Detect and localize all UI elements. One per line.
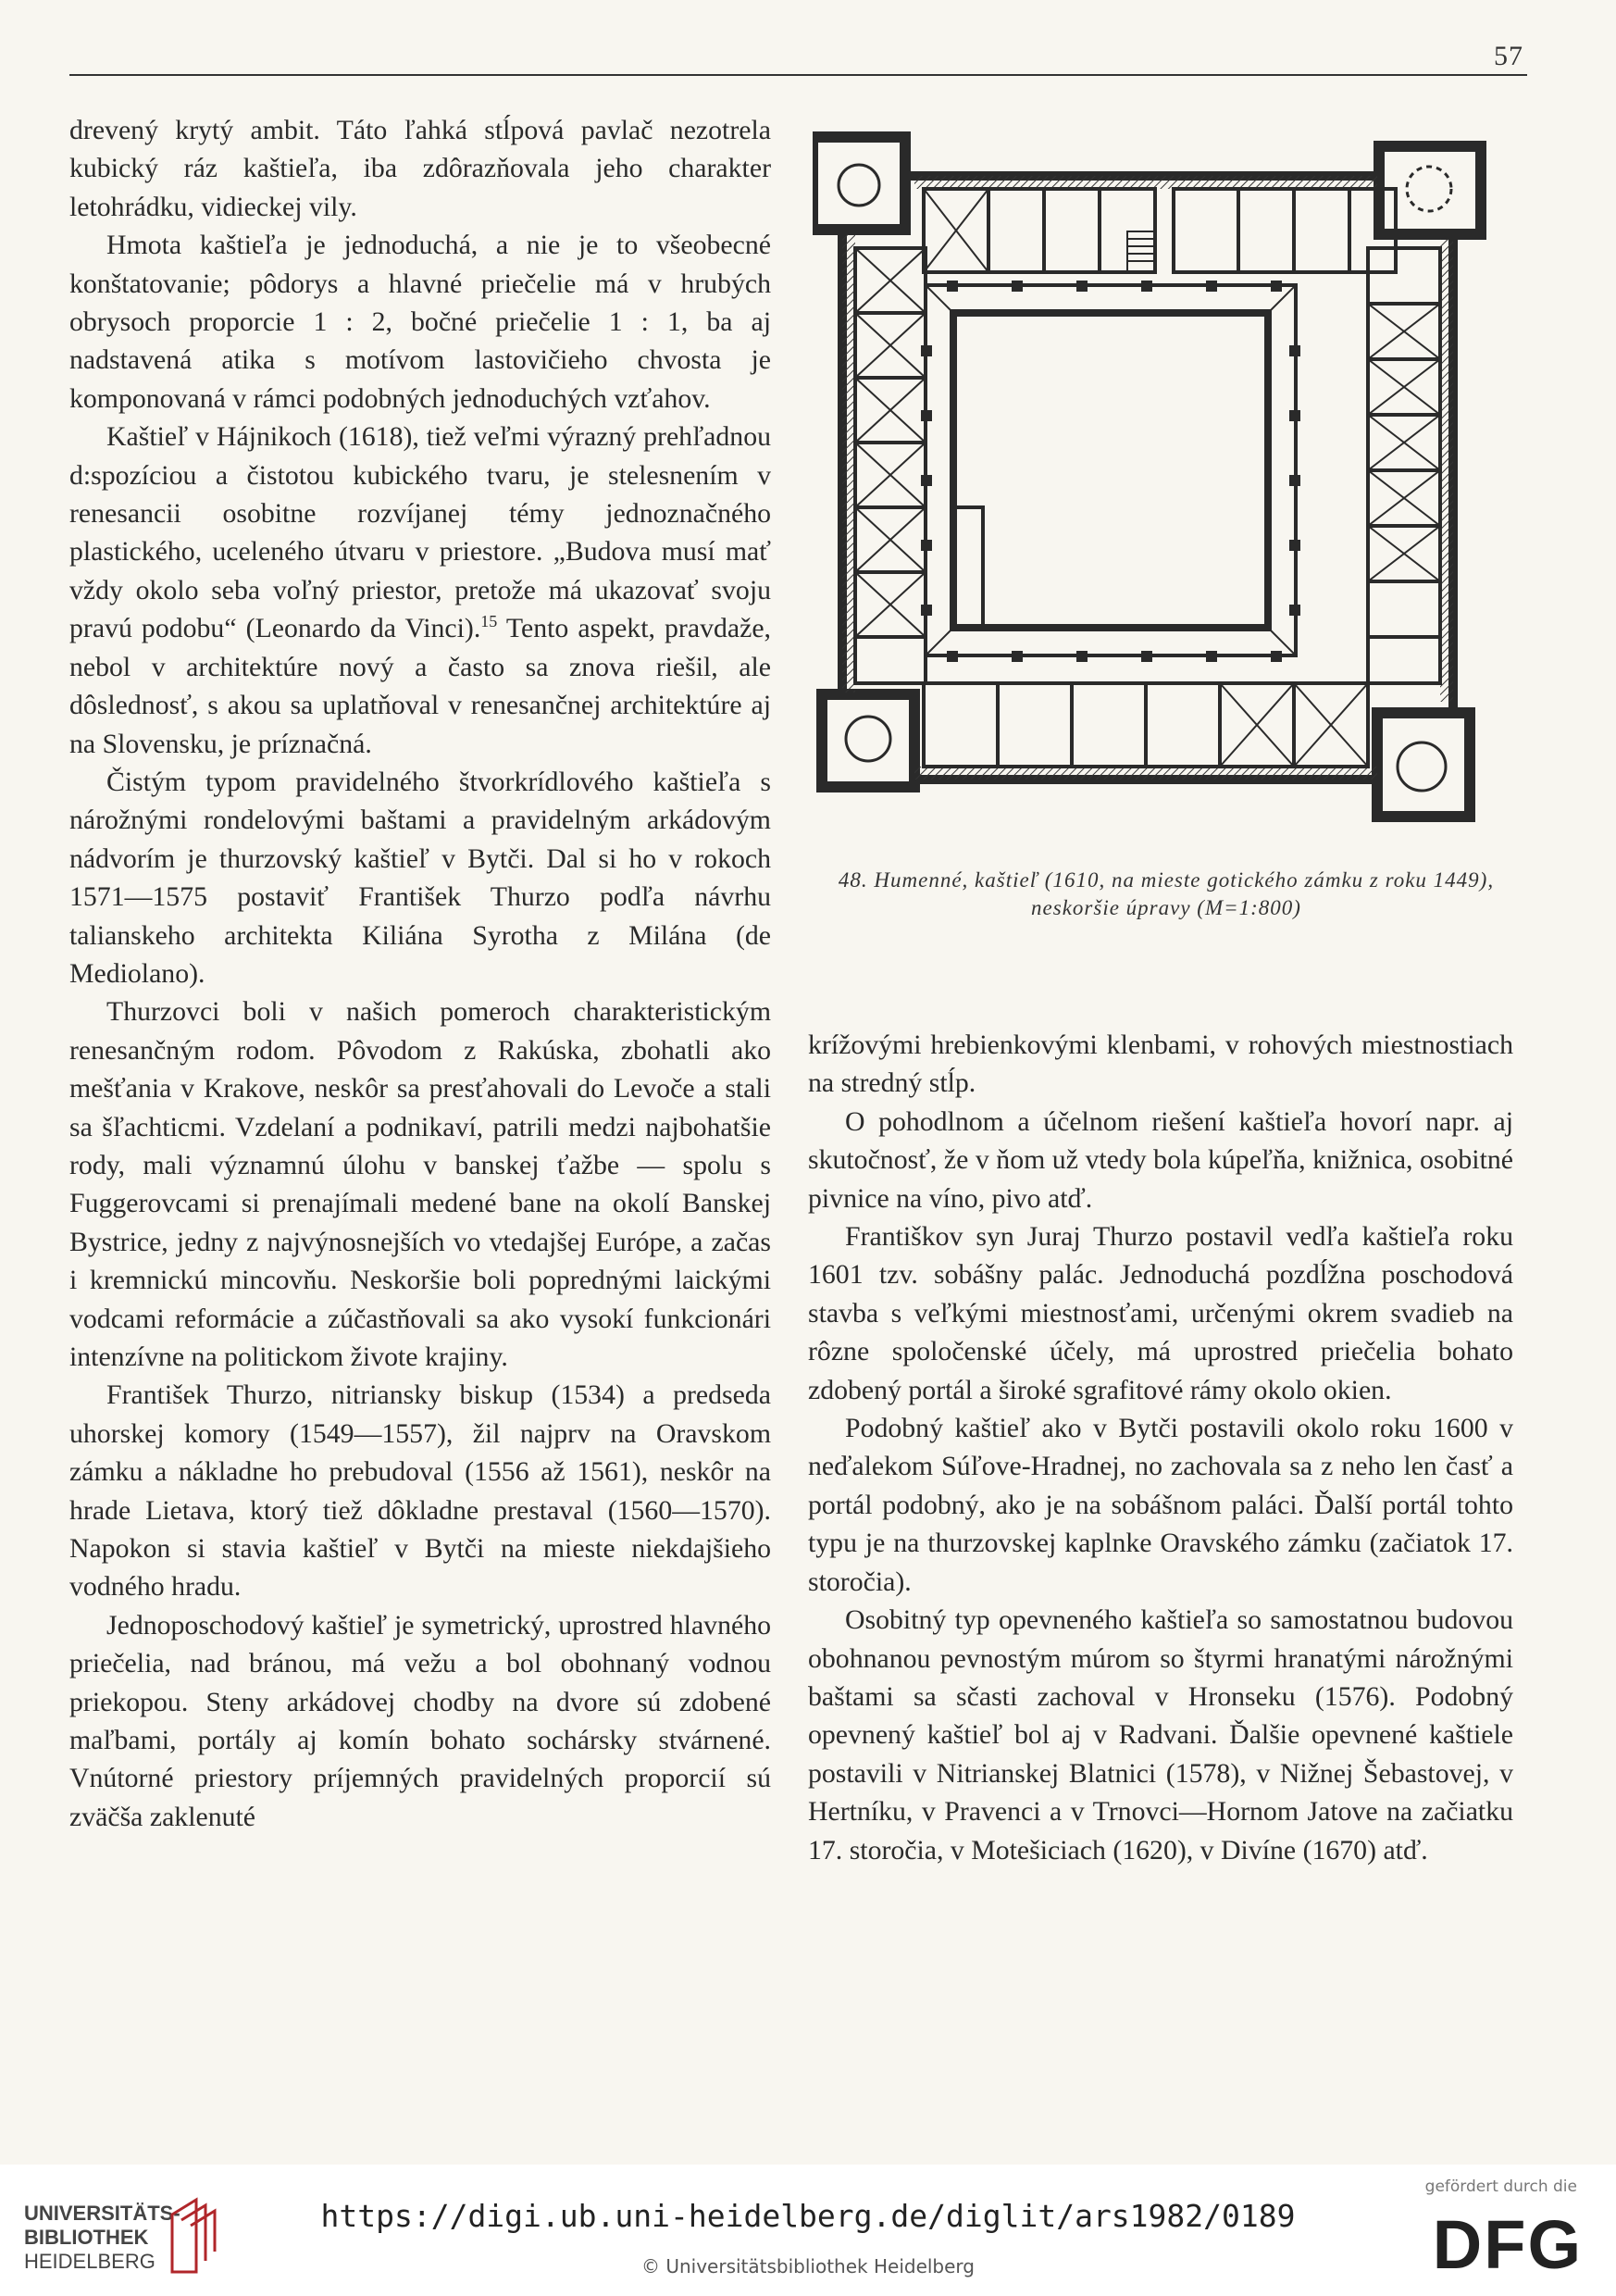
page-number: 57: [1494, 41, 1523, 71]
copyright-notice: © Universitätsbibliothek Heidelberg: [640, 2255, 975, 2277]
paragraph: František Thurzo, nitriansky biskup (1534) a predseda uhorskej komory (1549—1557), žil najprv na Oravskom zámku a nákladne ho prebudoval (1556 až 1561), neskôr na hrade Lietava, ktorý tiež dôkladne prestaval (1560—1570). Napokon si stavia kaštieľ v Bytči na mieste niekdajšieho vodného hradu.: [69, 1379, 771, 1603]
funding-note: gefördert durch die: [1424, 2177, 1577, 2196]
paragraph: Čistým typom pravidelného štvorkrídlového kaštieľa s nárožnými rondelovými baštami a pravidelným arkádovým nádvorím je thurzovský kaštieľ v Bytči. Dal si ho v rokoch 1571—1575 postaviť František Thurzo podľa návrhu talianskeho architekta Kiliána Syrotha z Milána (de Mediolano).: [69, 766, 771, 989]
figure-caption: [805, 867, 1527, 922]
paragraph-text: Kaštieľ v Hájnikoch (1618), tiež veľmi výrazný prehľadnou d:spozíciou a čistotou kubického tvaru, je stelesnením v renesancii osobitne rozvíjanej témy jednoznačného plastického, uceleného útvaru v priestore. „Budova musí mať vždy okolo seba voľný priestor, pretože má ukazovať svoju pravú podobu“ (Leonardo da Vinci).: [69, 421, 771, 644]
header-rule: [69, 74, 1527, 76]
library-name-line: UNIVERSITÄTS-: [24, 2202, 180, 2225]
paragraph-text: Tento aspekt, pravdaže, nebol v architektúre nový a často sa znova riešil, ale dôslednosť, s akou sa uplatňoval v renesančnej architektúre aj na Slovensku, je príznačná.: [69, 613, 771, 759]
paragraph: [69, 418, 771, 763]
caption-line: 48. Humenné, kaštieľ (1610, na mieste gotického zámku z roku 1449),: [838, 868, 1495, 892]
paragraph: Hmota kaštieľa je jednoduchá, a nie je to všeobecné konštatovanie; pôdorys a hlavné priečelie má v hrubých obrysoch proporcie 1 : 2, bočné priečelie 1 : 1, ba aj nadstavená atika s motívom lastovičieho chvosta je komponovaná v rámci podobných jednoduchých vzťahov.: [69, 230, 771, 414]
page-footer: [0, 2165, 1616, 2296]
paragraph: Františkov syn Juraj Thurzo postavil vedľa kaštieľa roku 1601 tzv. sobášny palác. Jednoduchá pozdĺžna poschodová stavba s veľkými miestnosťami, určenými okrem svadieb na rôzne spoločenské účely, má uprostred priečelia bohato zdobený portál a široké sgrafitové rámy okolo okien.: [808, 1221, 1513, 1405]
right-text-column: [808, 1026, 1513, 1869]
paragraph: Thurzovci boli v našich pomeroch charakteristickým renesančným rodom. Pôvodom z Rakúska, zbohatli ako mešťania v Krakove, neskôr sa presťahovali do Levoče a stali sa šľachticmi. Vzdelaní a podnikaví, patrili medzi najbohatšie rody, mali významnú úlohu v banskej ťažbe — spolu s Fuggerovcami si prenajímali medené bane na okolí Banskej Bystrice, jedny z najvýnosnejších vo vtedajšej Európe, a začas i kremnickú mincovňu. Neskoršie boli poprednými laickými vodcami reformácie a zúčastňovali sa ako vysokí funkcionári intenzívne na politickom živote krajiny.: [69, 996, 771, 1372]
paragraph: O pohodlnom a účelnom riešení kaštieľa hovorí napr. aj skutočnosť, že v ňom už vtedy bola kúpeľňa, knižnica, osobitné pivnice na víno, pivo atď.: [808, 1105, 1513, 1214]
dfg-logo: DFG: [1432, 2206, 1583, 2283]
floor-plan-figure: [813, 128, 1521, 833]
paragraph: Osobitný typ opevneného kaštieľa so samostatnou budovou obohnanou pevnostým múrom so štyrmi hranatými nárožnými baštami sa sčasti zachoval v Hronseku (1576). Podobný opevnený kaštieľ bol aj v Radvani. Ďalšie opevnené kaštiele postavili v Nitrianskej Blatnici (1578), v Nižnej Šebastovej, v Hertníku, v Pravenci a v Trnovci—Hornom Jatove na začiatku 17. storočia, v Motešiciach (1620), v Divíne (1670) atď.: [808, 1604, 1513, 1866]
paragraph: Jednoposchodový kaštieľ je symetrický, uprostred hlavného priečelia, nad bránou, má vežu a bol obohnaný vodnou priekopou. Steny arkádovej chodby na dvore sú zdobené maľbami, portály aj komín bohato sochársky stvárnené. Vnútorné priestory príjemných pravidelných proporcií sú zväčša zaklenuté: [69, 1609, 771, 1832]
citation-url[interactable]: https://digi.ub.uni-heidelberg.de/diglit/ars1982/0189: [320, 2198, 1296, 2234]
paragraph: krížovými hrebienkovými klenbami, v rohových miestnostiach na stredný stĺp.: [808, 1029, 1513, 1099]
paragraph: drevený krytý ambit. Táto ľahká stĺpová pavlač nezotrela kubický ráz kaštieľa, iba zdôrazňovala jeho charakter letohrádku, vidieckej vily.: [69, 115, 771, 222]
paragraph: Podobný kaštieľ ako v Bytči postavili okolo roku 1600 v neďalekom Súľove-Hradnej, no zachovala sa z neho len časť a portál podobný, ako je na sobášnom paláci. Ďalší portál tohto typu je na thurzovskej kaplnke Oravského zámku (začiatok 17. storočia).: [808, 1413, 1513, 1597]
caption-line: neskoršie úpravy (M=1:800): [1031, 896, 1301, 919]
library-name-line: BIBLIOTHEK: [24, 2226, 149, 2249]
left-text-column: [69, 111, 771, 1836]
library-name-line: HEIDELBERG: [24, 2250, 155, 2273]
footnote-ref: 15: [480, 612, 498, 631]
